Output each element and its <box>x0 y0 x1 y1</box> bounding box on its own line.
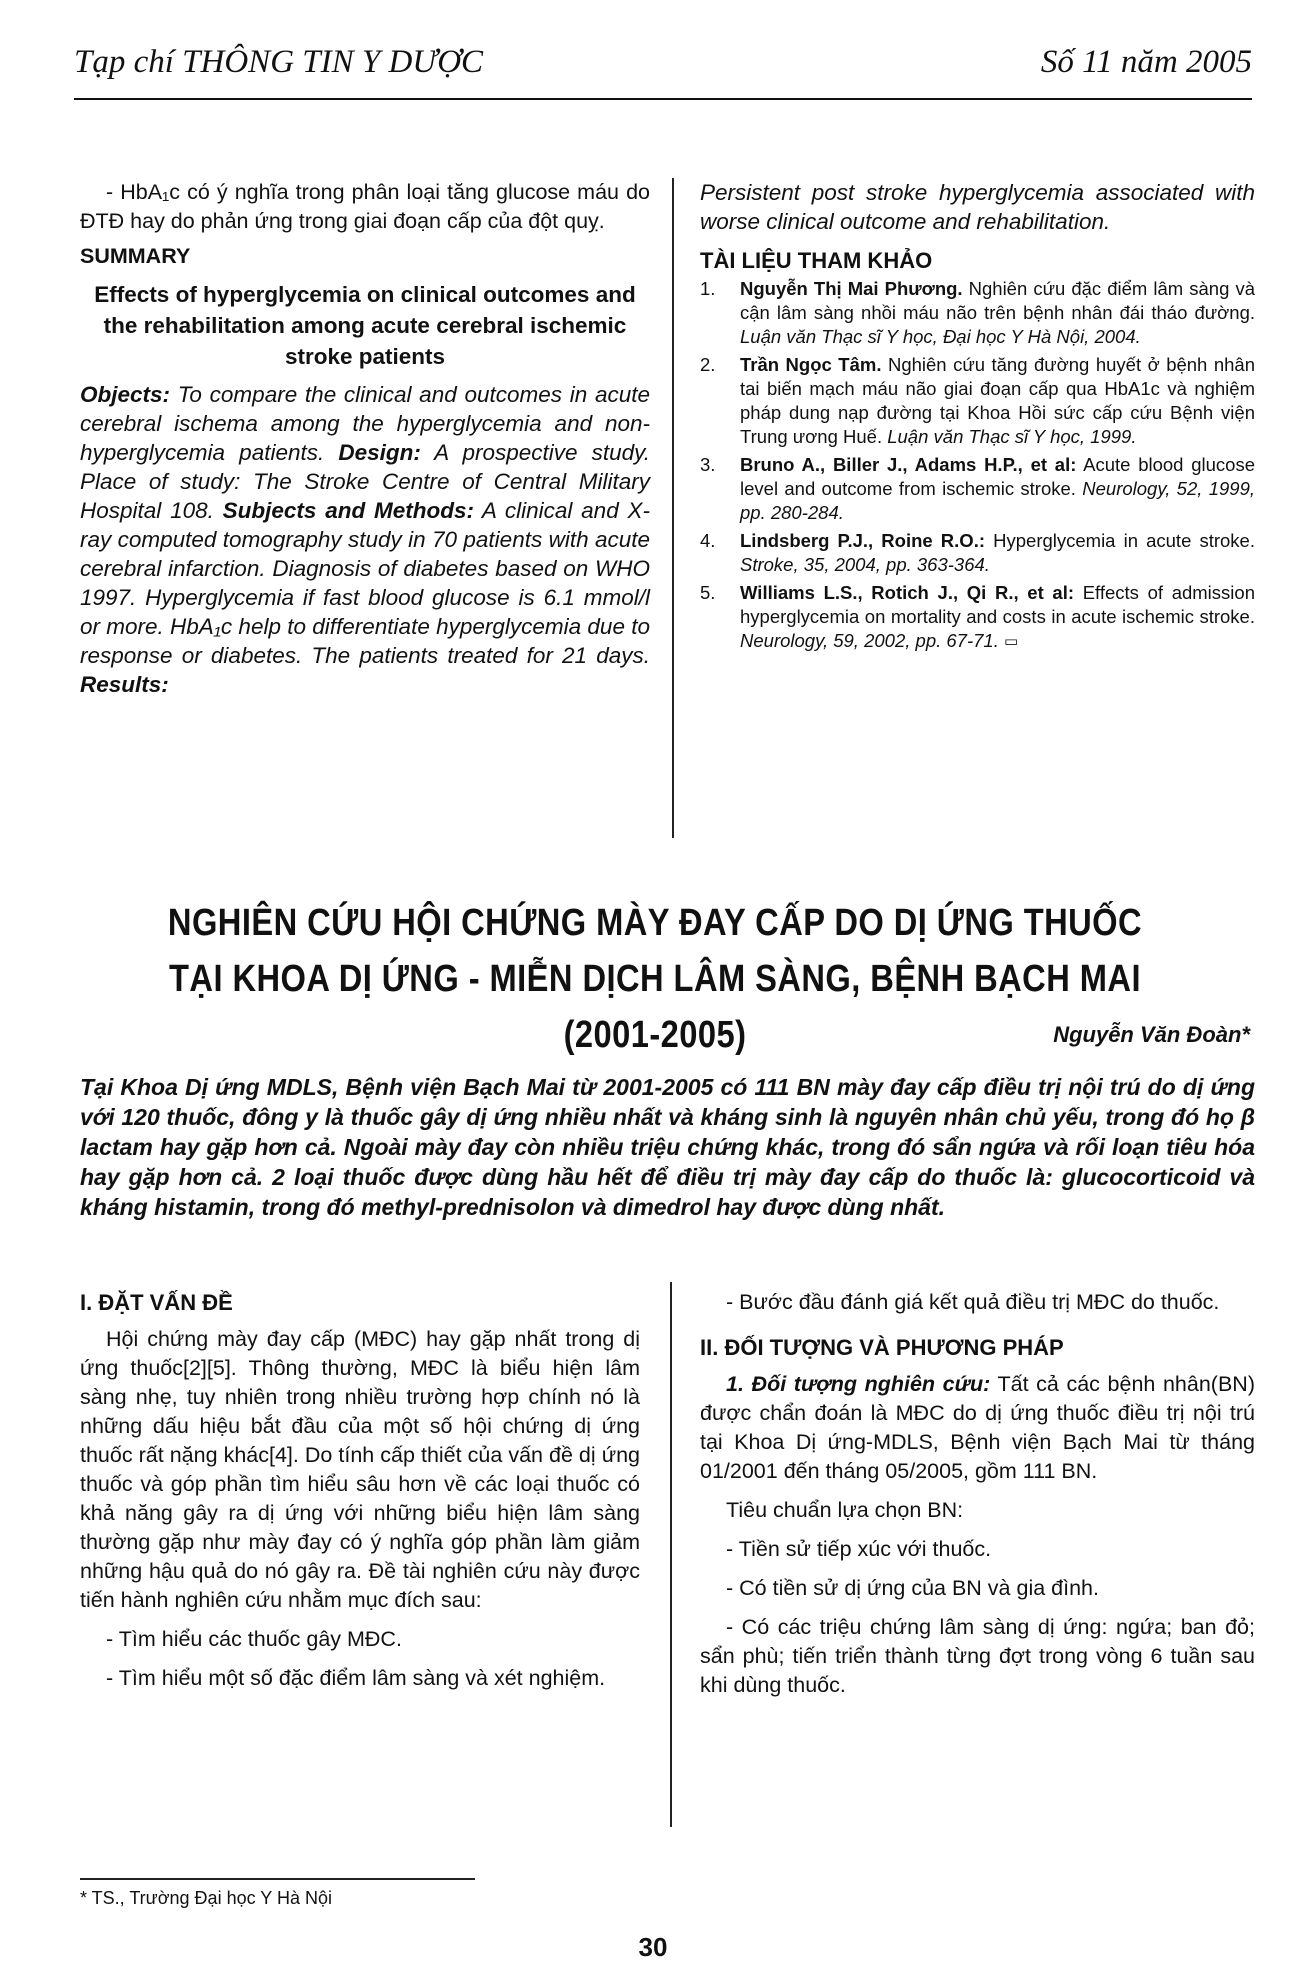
top-right-column <box>700 178 1255 658</box>
reference-text: Effects of admission hyperglycemia on mortality and costs in acute ischemic stroke. <box>740 582 1255 627</box>
reference-source: Neurology, 59, 2002, pp. 67-71. <box>740 630 999 651</box>
reference-item <box>700 277 1255 349</box>
reference-authors: Bruno A., Biller J., Adams H.P., et al: <box>740 454 1077 475</box>
reference-list <box>700 277 1255 654</box>
objects-text: To compare the clinical and outcomes in acute cerebral ischema among the hyperglycemia and non-hyperglycemia patients. <box>80 382 650 465</box>
criteria-item: - Có tiền sử dị ứng của BN và gia đình. <box>726 1576 1099 1600</box>
summary-heading: SUMMARY <box>80 244 191 268</box>
intro-paragraph: Hội chứng mày đay cấp (MĐC) hay gặp nhất trong dị ứng thuốc[2][5]. Thông thường, MĐC là biểu hiện lâm sàng nhẹ, tuy nhiên trong nhiều trường hợp chính nó là những dấu hiệu bắt đầu của một số hội chứng dị ứng thuốc rất nặng khác[4]. Do tính cấp thiết của vấn đề dị ứng thuốc và góp phần tìm hiểu sâu hơn về các loại thuốc có khả năng gây ra dị ứng với những biểu hiện lâm sàng thường gặp như mày đay có ý nghĩa góp phần làm giảm những hậu quả do nó gây ra. Đề tài nghiên cứu này được tiến hành nghiên cứu nhằm mục đích sau: <box>80 1327 640 1612</box>
column-divider-bottom <box>670 1282 672 1827</box>
reference-item <box>700 453 1255 525</box>
summary-title: Effects of hyperglycemia on clinical outcomes and the rehabilitation among acute cerebral ischemic stroke patients <box>94 282 636 369</box>
reference-number: 3. <box>700 454 716 475</box>
reference-number: 5. <box>700 582 716 603</box>
reference-source: Stroke, 35, 2004, pp. 363-364. <box>740 554 990 575</box>
reference-text: Nghiên cứu tăng đường huyết ở bệnh nhân tai biến mạch máu não giai đoạn cấp qua HbA1c và nghiệm pháp dung nạp đường tại Khoa Hồi sức cấp cứu Bệnh viện Trung ương Huế. <box>740 354 1255 447</box>
journal-name: Tạp chí THÔNG TIN Y DƯỢC <box>74 44 484 80</box>
reference-number: 2. <box>700 354 716 375</box>
subjects-text: A clinical and X-ray computed tomography study in 70 patients with acute cerebral infarction. Diagnosis of diabetes based on WHO 1997. Hyperglycemia if fast blood glucose is 6.1 mmol/l or more. HbA₁c help to differentiate hyperglycemia due to response or diabetes. The patients treated for 21 days. <box>80 498 650 668</box>
bottom-right-column <box>700 1288 1255 1700</box>
end-mark-icon: ▭ <box>1003 633 1019 651</box>
bottom-left-column <box>80 1288 640 1693</box>
reference-item <box>700 581 1255 654</box>
page-number: 30 <box>638 1932 668 1962</box>
aim-item: - Tìm hiểu các thuốc gây MĐC. <box>106 1627 402 1651</box>
issue-label: Số 11 năm 2005 <box>1040 44 1252 80</box>
article-title <box>143 895 1166 1063</box>
top-left-column <box>80 178 650 699</box>
reference-text: Hyperglycemia in acute stroke. <box>985 530 1255 551</box>
references-heading: TÀI LIỆU THAM KHẢO <box>700 248 933 273</box>
hba-note: - HbA₁c có ý nghĩa trong phân loại tăng glucose máu do ĐTĐ hay do phản ứng trong giai đoạn cấp của đột quỵ. <box>80 180 650 233</box>
article-title-line-1: NGHIÊN CỨU HỘI CHỨNG MÀY ĐAY CẤP DO DỊ ỨNG THUỐC <box>167 902 1143 944</box>
criteria-heading: Tiêu chuẩn lựa chọn BN: <box>726 1498 964 1522</box>
aim-item: - Tìm hiểu một số đặc điểm lâm sàng và xét nghiệm. <box>106 1666 606 1690</box>
article-abstract: Tại Khoa Dị ứng MDLS, Bệnh viện Bạch Mai từ 2001-2005 có 111 BN mày đay cấp điều trị nội trú do dị ứng với 120 thuốc, đông y là thuốc gây dị ứng nhiều nhất và kháng sinh là nguyên nhân chủ yếu, trong đó họ β lactam hay gặp hơn cả. Ngoài mày đay còn nhiều triệu chứng khác, trong đó sẩn ngứa và rối loạn tiêu hóa hay gặp hơn cả. 2 loại thuốc được dùng hầu hết để điều trị mày đay cấp do thuốc là: glucocorticoid và kháng histamin, trong đó methyl-prednisolon và dimedrol hay được dùng nhất. <box>80 1074 1255 1220</box>
reference-source: Luận văn Thạc sĩ Y học, Đại học Y Hà Nội, 2004. <box>740 326 1141 347</box>
reference-number: 1. <box>700 278 716 299</box>
abstract-continued: Persistent post stroke hyperglycemia associated with worse clinical outcome and rehabilitation. <box>700 180 1255 234</box>
objects-label: Objects: <box>80 382 171 407</box>
criteria-item: - Có các triệu chứng lâm sàng dị ứng: ngứa; ban đỏ; sẩn phù; tiến triển thành từng đợt trong vòng 6 tuần sau khi dùng thuốc. <box>700 1615 1255 1697</box>
reference-item <box>700 529 1255 577</box>
subjects-label-vi: 1. Đối tượng nghiên cứu: <box>726 1372 991 1396</box>
criteria-item: - Tiền sử tiếp xúc với thuốc. <box>726 1537 992 1561</box>
article-title-line-2: TẠI KHOA DỊ ỨNG - MIỄN DỊCH LÂM SÀNG, BỆNH BẠCH MAI (2001-2005) <box>169 958 1141 1056</box>
running-header <box>74 38 1252 100</box>
reference-item <box>700 353 1255 449</box>
reference-text: Nghiên cứu đặc điểm lâm sàng và cận lâm sàng nhồi máu não trên bệnh nhân đái tháo đường. <box>740 278 1255 323</box>
reference-authors: Lindsberg P.J., Roine R.O.: <box>740 530 986 551</box>
subjects-label: Subjects and Methods: <box>213 498 474 523</box>
footnote-rule <box>80 1878 475 1880</box>
subjects-paragraph <box>700 1370 1255 1486</box>
reference-source: Luận văn Thạc sĩ Y học, 1999. <box>887 426 1137 447</box>
aim-item: - Bước đầu đánh giá kết quả điều trị MĐC do thuốc. <box>726 1290 1220 1314</box>
article-author: Nguyễn Văn Đoàn* <box>1053 1022 1250 1047</box>
reference-text: Acute blood glucose level and outcome from ischemic stroke. <box>740 454 1255 499</box>
section-heading-methods: II. ĐỐI TƯỢNG VÀ PHƯƠNG PHÁP <box>700 1335 1064 1360</box>
reference-source: Neurology, 52, 1999, pp. 280-284. <box>740 478 1256 523</box>
column-divider-top <box>672 178 674 838</box>
english-abstract <box>80 380 650 699</box>
reference-number: 4. <box>700 530 716 551</box>
results-label: Results: <box>80 672 169 697</box>
footnote: * TS., Trường Đại học Y Hà Nội <box>80 1888 332 1908</box>
reference-authors: Williams L.S., Rotich J., Qi R., et al: <box>740 582 1075 603</box>
reference-authors: Nguyễn Thị Mai Phương. <box>740 278 963 299</box>
section-heading-intro: I. ĐẶT VẤN ĐỀ <box>80 1290 233 1315</box>
design-text: A prospective study. Place of study: The Stroke Centre of Central Military Hospital 108. <box>80 440 651 523</box>
subjects-text-vi: Tất cả các bệnh nhân(BN) được chẩn đoán là MĐC do dị ứng thuốc điều trị nội trú tại Khoa Dị ứng-MDLS, Bệnh viện Bạch Mai từ tháng 01/2001 đến tháng 05/2005, gồm 111 BN. <box>700 1372 1255 1483</box>
reference-authors: Trần Ngọc Tâm. <box>740 354 882 375</box>
design-label: Design: <box>324 440 421 465</box>
